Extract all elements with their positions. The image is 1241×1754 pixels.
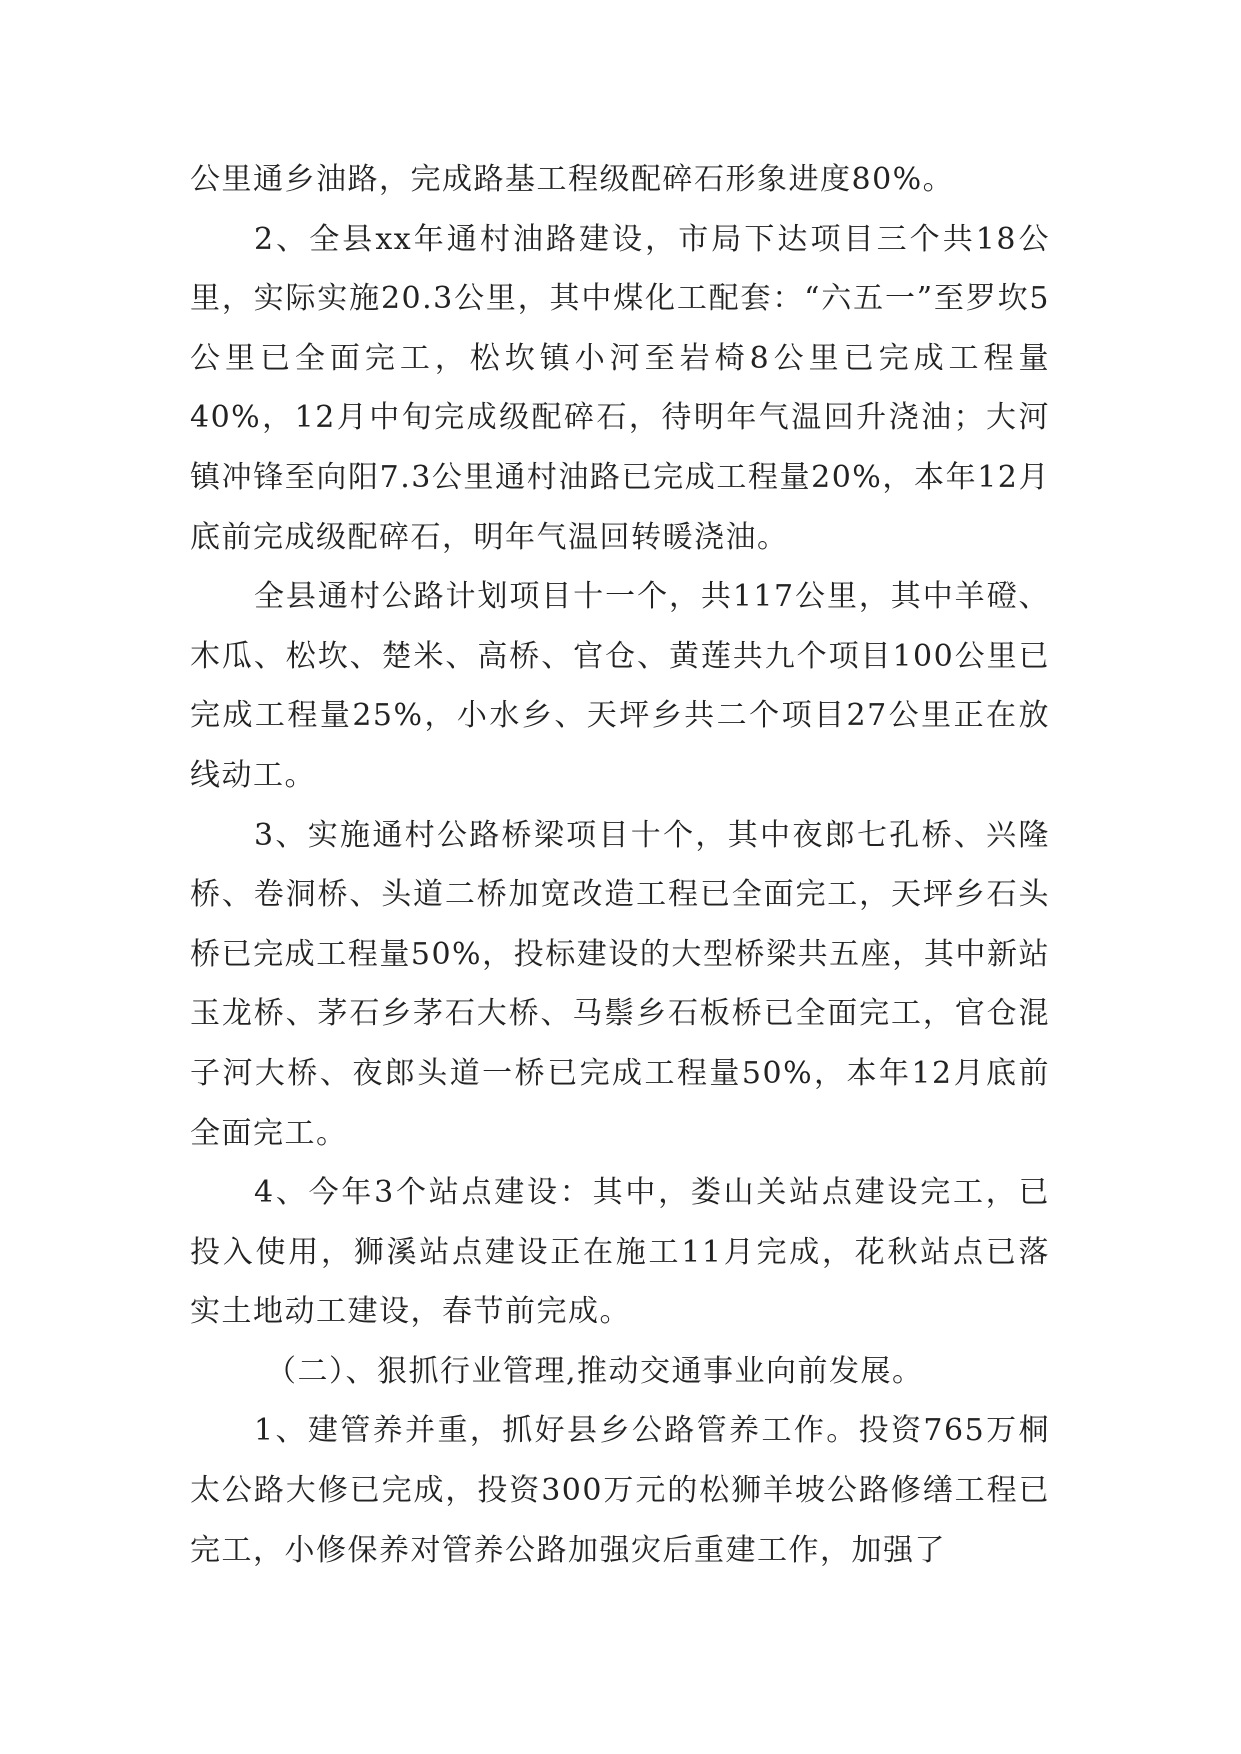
paragraph-station-construction: 4、今年3个站点建设：其中，娄山关站点建设完工，已投入使用，狮溪站点建设正在施工11月完成，花秋站点已落实土地动工建设，春节前完成。 (190, 1175, 1050, 1330)
section-heading: （二）、狠抓行业管理,推动交通事业向前发展。 (266, 1353, 924, 1389)
document-body (190, 150, 1050, 1580)
paragraph-village-road-plan: 全县通村公路计划项目十一个，共117公里，其中羊磴、木瓜、松坎、楚米、高桥、官仓、黄莲共九个项目100公里已完成工程量25%，小水乡、天坪乡共二个项目27公里正在放线动工。 (190, 579, 1050, 793)
paragraph-road-maintenance: 1、建管养并重，抓好县乡公路管养工作。投资765万桐太公路大修已完成，投资300万元的松狮羊坡公路修缮工程已完工，小修保养对管养公路加强灾后重建工作，加强了 (190, 1413, 1050, 1568)
paragraph-village-oil-road: 2、全县xx年通村油路建设，市局下达项目三个共18公里，实际实施20.3公里，其中煤化工配套：“六五一”至罗坎5公里已全面完工，松坎镇小河至岩椅8公里已完成工程量40%，12月中旬完成级配碎石，待明年气温回升浇油；大河镇冲锋至向阳7.3公里通村油路已完成工程量20%，本年12月底前完成级配碎石，明年气温回转暖浇油。 (190, 221, 1050, 555)
paragraph-continuation: 公里通乡油路，完成路基工程级配碎石形象进度80%。 (190, 162, 955, 197)
paragraph-bridge-projects: 3、实施通村公路桥梁项目十个，其中夜郎七孔桥、兴隆桥、卷洞桥、头道二桥加宽改造工程已全面完工，天坪乡石头桥已完成工程量50%，投标建设的大型桥梁共五座，其中新站玉龙桥、茅石乡茅石大桥、马鬃乡石板桥已全面完工，官仓混子河大桥、夜郎头道一桥已完成工程量50%，本年12月底前全面完工。 (190, 817, 1050, 1151)
